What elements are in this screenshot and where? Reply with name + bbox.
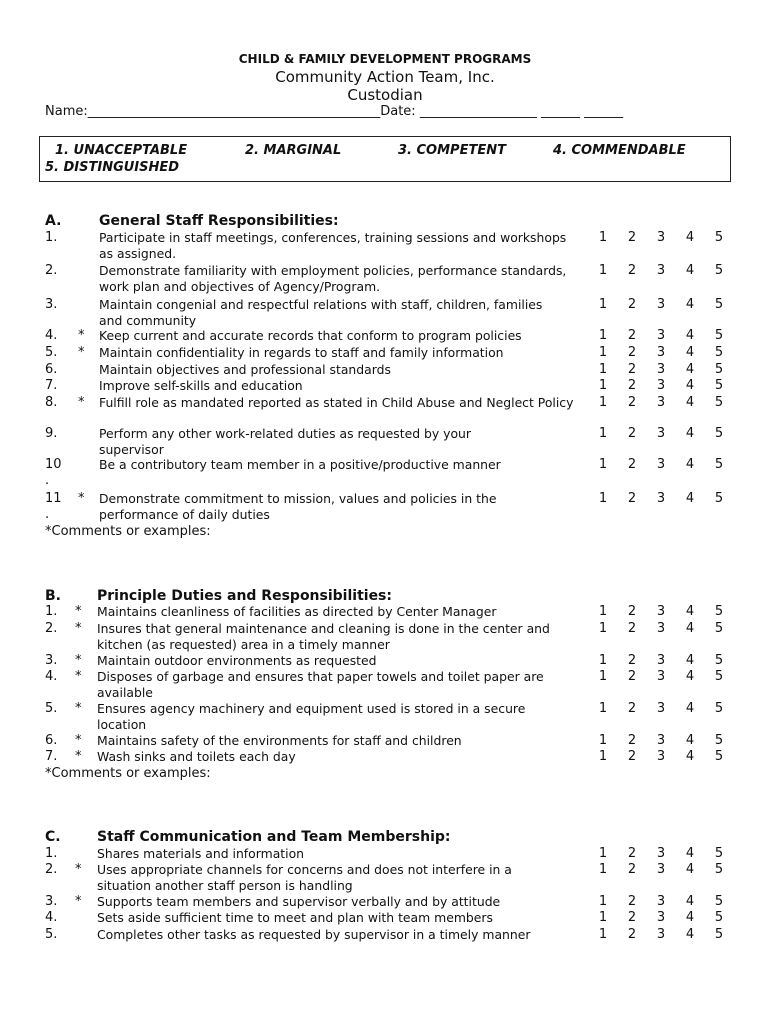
item-number: 9. (45, 426, 58, 441)
item-text: Ensures agency machinery and equipment used is stored in a secure location (97, 701, 526, 732)
rating-option[interactable]: 1 (598, 894, 608, 909)
rating-option[interactable]: 3 (656, 328, 666, 343)
rating-option[interactable]: 2 (627, 910, 637, 925)
rating-option[interactable]: 1 (598, 395, 608, 410)
rating-option[interactable]: 2 (627, 378, 637, 393)
rating-option[interactable]: 5 (714, 910, 724, 925)
rating-option[interactable]: 4 (685, 362, 695, 377)
rating-option[interactable]: 4 (685, 749, 695, 764)
rating-option[interactable]: 5 (714, 733, 724, 748)
rating-option[interactable]: 2 (627, 669, 637, 684)
item-text: Demonstrate familiarity with employment policies, performance standards, work plan and objectives of Agency/Program. (99, 263, 567, 294)
item-number: 1. (45, 846, 58, 861)
rating-option[interactable]: 5 (714, 894, 724, 909)
rating-option[interactable]: 4 (685, 395, 695, 410)
rating-option[interactable]: 4 (685, 846, 695, 861)
section-a-comments: *Comments or examples: (45, 524, 211, 539)
item-number: 6. (45, 362, 58, 377)
section-c-title: Staff Communication and Team Membership: (97, 829, 451, 845)
company-name: Community Action Team, Inc. (275, 68, 495, 86)
item-number: 10 . (45, 457, 62, 488)
item-text: Maintains safety of the environments for staff and children (97, 733, 462, 748)
rating-option[interactable]: 5 (714, 263, 724, 278)
item-text: Wash sinks and toilets each day (97, 749, 296, 764)
item-number: 6. (45, 733, 58, 748)
rating-option[interactable]: 4 (685, 621, 695, 636)
item-text: Perform any other work-related duties as requested by your supervisor (99, 426, 472, 457)
rating-option[interactable]: 3 (656, 669, 666, 684)
rating-scale[interactable] (596, 263, 726, 278)
rating-option[interactable]: 2 (627, 345, 637, 360)
section-b-title: Principle Duties and Responsibilities: (97, 588, 392, 604)
rating-scale[interactable] (596, 604, 726, 619)
rating-option[interactable]: 3 (656, 862, 666, 877)
name-date-line: Name:_____________________________________________Date: __________________ ______ ______ (45, 104, 624, 119)
rating-option[interactable]: 4 (685, 297, 695, 312)
rating-option[interactable]: 3 (656, 395, 666, 410)
rating-option[interactable]: 3 (656, 426, 666, 441)
rating-option[interactable]: 5 (714, 457, 724, 472)
item-text: Improve self-skills and education (99, 378, 303, 393)
required-marker: * (78, 345, 85, 360)
item-number: 2. (45, 263, 58, 278)
rating-option[interactable]: 2 (627, 749, 637, 764)
rating-option[interactable]: 1 (598, 328, 608, 343)
section-b-letter: B. (45, 588, 61, 604)
item-number: 8. (45, 395, 58, 410)
rating-scale[interactable] (596, 653, 726, 668)
required-marker: * (75, 862, 82, 877)
rating-option[interactable]: 5 (714, 621, 724, 636)
rating-option[interactable]: 1 (598, 362, 608, 377)
required-marker: * (75, 621, 82, 636)
item-number: 5. (45, 701, 58, 716)
item-number: 3. (45, 297, 58, 312)
rating-option[interactable]: 3 (656, 846, 666, 861)
position-title: Custodian (347, 86, 423, 104)
rating-option[interactable]: 5 (714, 669, 724, 684)
required-marker: * (78, 328, 85, 343)
rating-option[interactable]: 1 (598, 378, 608, 393)
rating-scale[interactable] (596, 910, 726, 925)
item-text: Shares materials and information (97, 846, 305, 861)
rating-option[interactable]: 2 (627, 604, 637, 619)
rating-option[interactable]: 1 (598, 910, 608, 925)
rating-option[interactable]: 5 (714, 749, 724, 764)
rating-option[interactable]: 3 (656, 910, 666, 925)
rating-option[interactable]: 4 (685, 426, 695, 441)
item-number: 4. (45, 910, 58, 925)
rating-option[interactable]: 1 (598, 345, 608, 360)
item-number: 11 . (45, 491, 62, 522)
rating-option[interactable]: 4 (685, 927, 695, 942)
rating-option[interactable]: 3 (656, 621, 666, 636)
rating-option[interactable]: 5 (714, 846, 724, 861)
required-marker: * (75, 701, 82, 716)
rating-option[interactable]: 2 (627, 894, 637, 909)
rating-option[interactable]: 2 (627, 230, 637, 245)
section-c-letter: C. (45, 829, 61, 845)
rating-scale[interactable] (596, 345, 726, 360)
item-text: Keep current and accurate records that conform to program policies (99, 328, 522, 343)
rating-option[interactable]: 5 (714, 604, 724, 619)
rating-scale[interactable] (596, 457, 726, 472)
rating-option[interactable]: 3 (656, 927, 666, 942)
rating-option[interactable]: 1 (598, 457, 608, 472)
rating-scale[interactable] (596, 328, 726, 343)
rating-option[interactable]: 1 (598, 749, 608, 764)
rating-option[interactable]: 4 (685, 669, 695, 684)
required-marker: * (75, 669, 82, 684)
rating-option[interactable]: 2 (627, 862, 637, 877)
item-text: Maintain congenial and respectful relations with staff, children, families and community (99, 297, 543, 328)
rating-option[interactable]: 2 (627, 426, 637, 441)
required-marker: * (75, 894, 82, 909)
rating-scale[interactable] (596, 395, 726, 410)
item-text: Maintain outdoor environments as requested (97, 653, 377, 668)
required-marker: * (75, 749, 82, 764)
rating-option[interactable]: 4 (685, 862, 695, 877)
item-text: Uses appropriate channels for concerns and does not interfere in a situation another staff person is handling (97, 862, 512, 893)
rating-scale[interactable] (596, 621, 726, 636)
rating-option[interactable]: 4 (685, 457, 695, 472)
rating-option[interactable]: 3 (656, 749, 666, 764)
rating-option[interactable]: 1 (598, 653, 608, 668)
rating-scale[interactable] (596, 927, 726, 942)
rating-scale[interactable] (596, 669, 726, 684)
scale-marginal: 2. MARGINAL (245, 143, 342, 158)
rating-scale[interactable] (596, 894, 726, 909)
rating-option[interactable]: 2 (627, 927, 637, 942)
rating-option[interactable]: 3 (656, 604, 666, 619)
rating-option[interactable]: 3 (656, 378, 666, 393)
rating-option[interactable]: 5 (714, 653, 724, 668)
item-text: Disposes of garbage and ensures that paper towels and toilet paper are available (97, 669, 544, 700)
rating-option[interactable]: 4 (685, 378, 695, 393)
required-marker: * (75, 653, 82, 668)
rating-option[interactable]: 5 (714, 426, 724, 441)
rating-option[interactable]: 5 (714, 491, 724, 506)
rating-option[interactable]: 4 (685, 894, 695, 909)
rating-scale[interactable] (596, 862, 726, 877)
rating-scale[interactable] (596, 491, 726, 506)
rating-scale[interactable] (596, 362, 726, 377)
rating-option[interactable]: 2 (627, 362, 637, 377)
item-number: 2. (45, 621, 58, 636)
item-text: Sets aside sufficient time to meet and plan with team members (97, 910, 493, 925)
rating-option[interactable]: 2 (627, 263, 637, 278)
required-marker: * (78, 395, 85, 410)
required-marker: * (78, 491, 85, 506)
rating-option[interactable]: 4 (685, 653, 695, 668)
rating-option[interactable]: 1 (598, 230, 608, 245)
scale-competent: 3. COMPETENT (398, 143, 506, 158)
item-number: 4. (45, 328, 58, 343)
rating-option[interactable]: 2 (627, 846, 637, 861)
rating-option[interactable]: 5 (714, 345, 724, 360)
rating-option[interactable]: 2 (627, 395, 637, 410)
rating-option[interactable]: 5 (714, 297, 724, 312)
item-number: 5. (45, 345, 58, 360)
item-text: Insures that general maintenance and cleaning is done in the center and kitchen (as requested) area in a timely manner (97, 621, 550, 652)
rating-option[interactable]: 1 (598, 927, 608, 942)
rating-option[interactable]: 3 (656, 701, 666, 716)
item-number: 3. (45, 894, 58, 909)
rating-option[interactable]: 1 (598, 862, 608, 877)
rating-option[interactable]: 5 (714, 230, 724, 245)
rating-scale[interactable] (596, 230, 726, 245)
rating-option[interactable]: 5 (714, 927, 724, 942)
rating-option[interactable]: 5 (714, 328, 724, 343)
rating-option[interactable]: 1 (598, 297, 608, 312)
rating-option[interactable]: 3 (656, 345, 666, 360)
rating-option[interactable]: 4 (685, 345, 695, 360)
item-number: 7. (45, 749, 58, 764)
scale-unacceptable: 1. UNACCEPTABLE (55, 143, 188, 158)
item-number: 1. (45, 230, 58, 245)
item-number: 7. (45, 378, 58, 393)
rating-option[interactable]: 4 (685, 263, 695, 278)
rating-option[interactable]: 3 (656, 653, 666, 668)
required-marker: * (75, 604, 82, 619)
rating-option[interactable]: 2 (627, 621, 637, 636)
item-text: Maintain confidentiality in regards to staff and family information (99, 345, 504, 360)
rating-option[interactable]: 3 (656, 362, 666, 377)
rating-option[interactable]: 5 (714, 395, 724, 410)
rating-option[interactable]: 3 (656, 894, 666, 909)
scale-distinguished: 5. DISTINGUISHED (45, 160, 180, 175)
rating-option[interactable]: 1 (598, 733, 608, 748)
rating-option[interactable]: 1 (598, 263, 608, 278)
item-text: Maintains cleanliness of facilities as directed by Center Manager (97, 604, 497, 619)
rating-option[interactable]: 5 (714, 362, 724, 377)
rating-option[interactable]: 4 (685, 230, 695, 245)
rating-option[interactable]: 3 (656, 491, 666, 506)
rating-option[interactable]: 2 (627, 733, 637, 748)
rating-option[interactable]: 3 (656, 733, 666, 748)
rating-scale[interactable] (596, 701, 726, 716)
item-text: Demonstrate commitment to mission, values and policies in the performance of daily duties (99, 491, 497, 522)
rating-option[interactable]: 4 (685, 604, 695, 619)
rating-scale[interactable] (596, 378, 726, 393)
item-number: 3. (45, 653, 58, 668)
rating-option[interactable]: 4 (685, 733, 695, 748)
rating-option[interactable]: 3 (656, 457, 666, 472)
item-text: Fulfill role as mandated reported as stated in Child Abuse and Neglect Policy (99, 395, 574, 410)
scale-commendable: 4. COMMENDABLE (553, 143, 686, 158)
rating-option[interactable]: 2 (627, 297, 637, 312)
item-text: Be a contributory team member in a positive/productive manner (99, 457, 501, 472)
rating-option[interactable]: 5 (714, 378, 724, 393)
rating-option[interactable]: 2 (627, 457, 637, 472)
rating-option[interactable]: 5 (714, 862, 724, 877)
section-a-title: General Staff Responsibilities: (99, 213, 339, 229)
rating-option[interactable]: 1 (598, 621, 608, 636)
rating-scale[interactable] (596, 426, 726, 441)
item-number: 2. (45, 862, 58, 877)
rating-option[interactable]: 4 (685, 491, 695, 506)
required-marker: * (75, 733, 82, 748)
rating-scale[interactable] (596, 846, 726, 861)
rating-option[interactable]: 1 (598, 491, 608, 506)
item-text: Maintain objectives and professional standards (99, 362, 391, 377)
rating-scale[interactable] (596, 749, 726, 764)
rating-option[interactable]: 1 (598, 426, 608, 441)
rating-option[interactable]: 2 (627, 701, 637, 716)
rating-option[interactable]: 3 (656, 297, 666, 312)
rating-option[interactable]: 1 (598, 846, 608, 861)
rating-option[interactable]: 1 (598, 604, 608, 619)
rating-option[interactable]: 2 (627, 491, 637, 506)
item-text: Supports team members and supervisor verbally and by attitude (97, 894, 501, 909)
rating-scale-box (39, 136, 731, 182)
rating-option[interactable]: 3 (656, 263, 666, 278)
rating-option[interactable]: 2 (627, 653, 637, 668)
rating-option[interactable]: 4 (685, 328, 695, 343)
rating-option[interactable]: 4 (685, 910, 695, 925)
item-number: 4. (45, 669, 58, 684)
item-number: 1. (45, 604, 58, 619)
section-a-letter: A. (45, 213, 62, 229)
rating-option[interactable]: 1 (598, 669, 608, 684)
section-b-comments: *Comments or examples: (45, 766, 211, 781)
rating-option[interactable]: 1 (598, 701, 608, 716)
rating-option[interactable]: 4 (685, 701, 695, 716)
item-text: Completes other tasks as requested by supervisor in a timely manner (97, 927, 531, 942)
item-number: 5. (45, 927, 58, 942)
org-title: CHILD & FAMILY DEVELOPMENT PROGRAMS (238, 52, 532, 66)
rating-scale[interactable] (596, 733, 726, 748)
rating-option[interactable]: 3 (656, 230, 666, 245)
item-text: Participate in staff meetings, conferences, training sessions and workshops as assigned. (99, 230, 567, 261)
rating-option[interactable]: 5 (714, 701, 724, 716)
rating-option[interactable]: 2 (627, 328, 637, 343)
rating-scale[interactable] (596, 297, 726, 312)
